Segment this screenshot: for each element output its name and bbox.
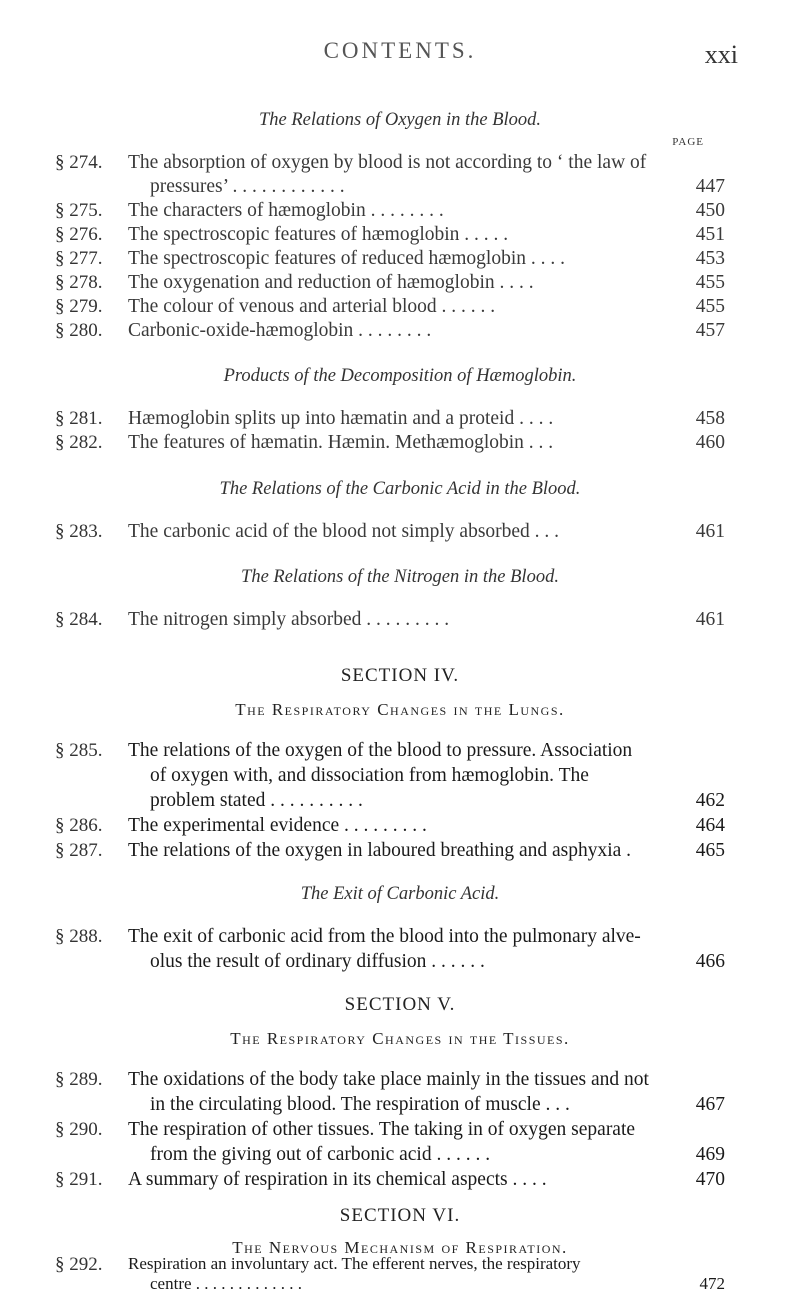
- entry-title-line: A summary of respiration in its chemical aspects . . . .: [128, 1169, 547, 1190]
- entry-page: 461: [695, 521, 725, 542]
- entry-number: § 278.: [55, 272, 103, 293]
- running-head-page-number: xxi: [704, 40, 738, 69]
- entry-number: § 282.: [55, 432, 103, 453]
- entry-title-line: The carbonic acid of the blood not simply absorbed . . .: [128, 521, 560, 542]
- section-subtitle: The Nervous Mechanism of Respiration.: [232, 1238, 568, 1257]
- entry-page: 464: [695, 815, 725, 836]
- entry-page: 472: [699, 1274, 725, 1293]
- entry-number: § 281.: [55, 408, 103, 429]
- entry-page: 453: [695, 248, 725, 269]
- entry-title-line: The oxygenation and reduction of hæmoglobin . . . .: [128, 272, 534, 293]
- page-column-label: PAGE: [672, 136, 704, 148]
- entry-page: 469: [695, 1144, 725, 1165]
- entry-title-line: centre . . . . . . . . . . . . .: [150, 1274, 303, 1293]
- entry-number: § 285.: [55, 740, 103, 761]
- section-subtitle: The Respiratory Changes in the Lungs.: [235, 700, 565, 719]
- section-title: SECTION IV.: [340, 665, 460, 686]
- entry-title-line: from the giving out of carbonic acid . . . . . .: [150, 1144, 491, 1165]
- entry-title-line: Hæmoglobin splits up into hæmatin and a proteid . . . .: [128, 408, 554, 429]
- entry-number: § 292.: [55, 1254, 103, 1275]
- entry-page: 467: [695, 1094, 725, 1115]
- heading-carbonic-acid-relations: The Relations of the Carbonic Acid in the Blood.: [219, 479, 581, 499]
- entry-title-line: The nitrogen simply absorbed . . . . . . . . .: [128, 609, 450, 630]
- entry-page: 455: [695, 272, 725, 293]
- entry-title-line: The experimental evidence . . . . . . . . .: [128, 815, 427, 836]
- entry-page: 462: [695, 790, 725, 811]
- entry-page: 466: [695, 951, 725, 972]
- entry-title-line: Respiration an involuntary act. The efferent nerves, the respiratory: [128, 1254, 581, 1273]
- entry-number: § 280.: [55, 320, 103, 341]
- entry-number: § 287.: [55, 840, 103, 861]
- entry-number: § 279.: [55, 296, 103, 317]
- running-head-title: CONTENTS.: [323, 38, 477, 63]
- entry-number: § 276.: [55, 224, 103, 245]
- entry-number: § 290.: [55, 1119, 103, 1140]
- entry-title-line: in the circulating blood. The respiration of muscle . . .: [150, 1094, 570, 1115]
- heading-exit-carbonic-acid: The Exit of Carbonic Acid.: [300, 884, 500, 904]
- entry-title-line: The spectroscopic features of reduced hæmoglobin . . . .: [128, 248, 565, 269]
- entry-number: § 286.: [55, 815, 103, 836]
- entry-title-line: of oxygen with, and dissociation from hæmoglobin. The: [150, 765, 589, 786]
- entry-title-line: pressures’ . . . . . . . . . . . .: [150, 176, 345, 197]
- entry-title-line: olus the result of ordinary diffusion . . . . . .: [150, 951, 485, 972]
- entry-page: 461: [695, 609, 725, 630]
- entry-title-line: The colour of venous and arterial blood . . . . . .: [128, 296, 496, 317]
- entry-page: 465: [695, 840, 725, 861]
- entry-number: § 291.: [55, 1169, 103, 1190]
- running-head: [0, 38, 800, 78]
- entry-title-line: Carbonic-oxide-hæmoglobin . . . . . . . .: [128, 320, 432, 341]
- entry-number: § 277.: [55, 248, 103, 269]
- entry-title-line: The respiration of other tissues. The taking in of oxygen separate: [128, 1119, 636, 1140]
- section-title: SECTION VI.: [339, 1205, 461, 1226]
- entry-number: § 284.: [55, 609, 103, 630]
- entry-title-line: The relations of the oxygen in laboured breathing and asphyxia .: [128, 840, 632, 861]
- entry-page: 470: [695, 1169, 725, 1190]
- entry-page: 460: [695, 432, 725, 453]
- entry-page: 458: [695, 408, 725, 429]
- entry-number: § 274.: [55, 152, 103, 173]
- entry-page: 455: [695, 296, 725, 317]
- entry-title-line: The absorption of oxygen by blood is not according to ‘ the law of: [128, 152, 647, 173]
- entry-title-line: The relations of the oxygen of the blood to pressure. Association: [128, 740, 633, 761]
- entry-title-line: The exit of carbonic acid from the blood into the pulmonary alve-: [128, 926, 641, 947]
- heading-oxygen-relations: The Relations of Oxygen in the Blood.: [258, 110, 542, 130]
- entry-title-line: The oxidations of the body take place mainly in the tissues and not: [128, 1069, 649, 1090]
- entry-title-line: The spectroscopic features of hæmoglobin . . . . .: [128, 224, 509, 245]
- entry-number: § 288.: [55, 926, 103, 947]
- entry-page: 447: [695, 176, 725, 197]
- entry-number: § 275.: [55, 200, 103, 221]
- entry-title-line: problem stated . . . . . . . . . .: [150, 790, 363, 811]
- entry-title-line: The characters of hæmoglobin . . . . . . . .: [128, 200, 444, 221]
- entry-page: 450: [695, 200, 725, 221]
- heading-nitrogen-relations: The Relations of the Nitrogen in the Blood.: [241, 567, 559, 587]
- section-title: SECTION V.: [344, 994, 456, 1015]
- entry-number: § 289.: [55, 1069, 103, 1090]
- entry-number: § 283.: [55, 521, 103, 542]
- section-subtitle: The Respiratory Changes in the Tissues.: [230, 1029, 570, 1048]
- entry-page: 451: [695, 224, 725, 245]
- entry-page: 457: [695, 320, 725, 341]
- entry-title-line: The features of hæmatin. Hæmin. Methæmoglobin . . .: [128, 432, 554, 453]
- heading-hemoglobin-decomposition: Products of the Decomposition of Hæmoglobin.: [223, 366, 577, 386]
